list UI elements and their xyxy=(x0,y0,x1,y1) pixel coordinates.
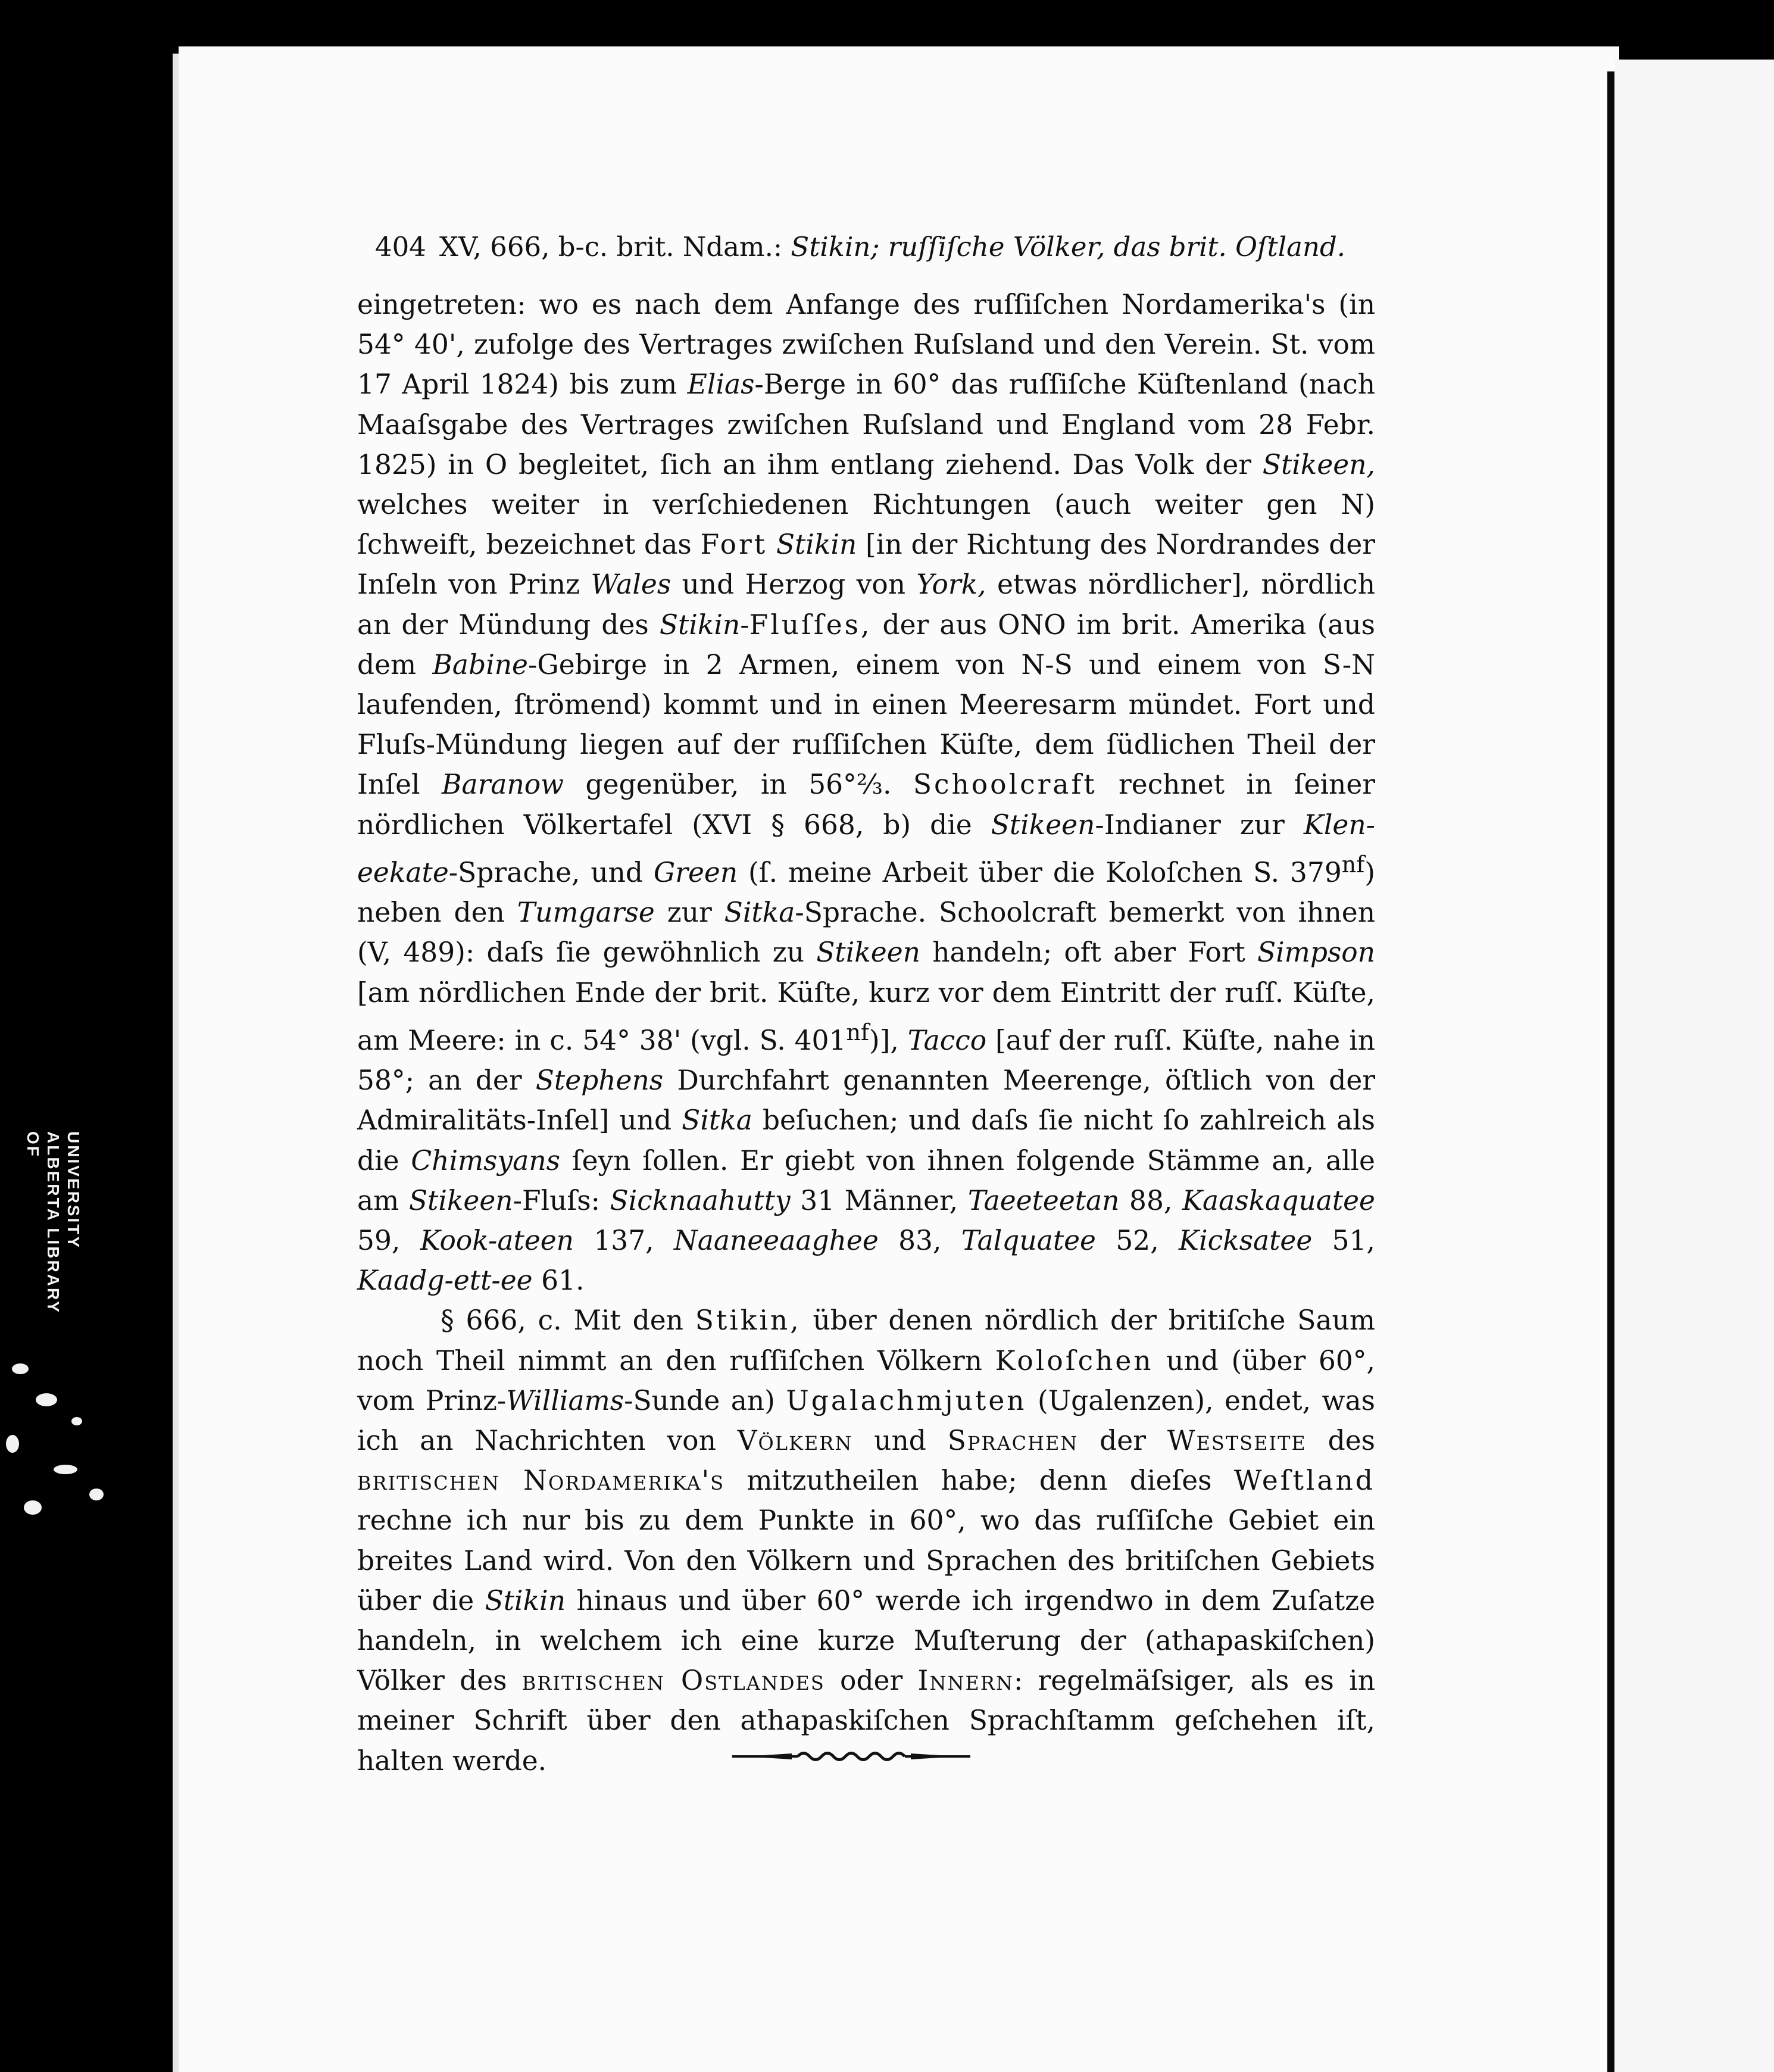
italic-name: Stikin xyxy=(776,529,857,561)
text-run: 51, xyxy=(1312,1224,1375,1256)
italic-name: Kook-ateen xyxy=(420,1224,574,1256)
text-run: rechne ich nur bis zu dem Punkte in 60°, wo das ruſſiſche Gebiet ein breites Land wird. Von den Völkern und Sprachen des britiſchen Gebiets über die xyxy=(357,1505,1375,1617)
text-run: der xyxy=(1078,1425,1167,1456)
next-page-edge xyxy=(1614,60,1774,2072)
italic-name: Stikin xyxy=(485,1584,566,1617)
text-run: gegenüber, in 56°⅔. xyxy=(564,769,913,801)
text-run: -Indianer zur xyxy=(1095,809,1304,841)
small-caps-word: Westseite xyxy=(1167,1425,1307,1456)
spaced-word: Stikin, xyxy=(695,1305,801,1337)
library-stamp xyxy=(23,1131,83,1314)
italic-name: Elias xyxy=(687,369,755,401)
italic-name: Sicknaahutty xyxy=(610,1184,791,1216)
text-run: ) neben den xyxy=(357,857,1375,929)
spaced-word: Fort xyxy=(700,529,767,561)
body-text xyxy=(357,285,1375,1781)
stamp-line-1: UNIVERSITY xyxy=(64,1131,83,1250)
text-run: der aus ONO im brit. Amerika (aus dem xyxy=(357,609,1376,681)
italic-name: Wales xyxy=(591,569,672,601)
scan-noise xyxy=(54,1465,77,1474)
text-run: 83, xyxy=(878,1224,961,1256)
italic-name: Stikin xyxy=(659,609,741,641)
scan-noise xyxy=(71,1417,82,1425)
text-run: mitzutheilen habe; denn dieſes xyxy=(724,1465,1234,1497)
italic-name: Stikeen xyxy=(408,1184,513,1216)
text-run: -Berge in 60° das ruſſiſche Küſtenland (nach Maaſsgabe des Vertrages zwiſchen Ruſsland und England vom 28 Febr. 1825) in O begleitet, ſich an ihm entlang ziehend. Das Volk der xyxy=(357,369,1376,480)
running-header xyxy=(375,231,1358,263)
text-run: eingetreten: wo es nach dem Anfange des ruſſiſchen Nordamerika's (in 54° 40', zufolge des Vertrages zwiſchen Ruſsland und den Verein. St. vom 17 April 1824) bis zum xyxy=(357,289,1375,401)
italic-name: Sitka xyxy=(682,1104,752,1137)
text-run: Durchfahrt genannten Meerenge, öſtlich von der Admiralitäts-Inſel] und xyxy=(357,1065,1375,1137)
italic-name: Williams xyxy=(506,1384,624,1416)
text-run: 52, xyxy=(1096,1224,1179,1256)
text-run: ſeyn ſollen. Er giebt von ihnen folgende Stämme an, alle am xyxy=(357,1144,1375,1216)
text-run: -Sprache, und xyxy=(448,857,654,888)
scan-noise xyxy=(24,1500,42,1515)
paragraph-2 xyxy=(357,1300,1375,1780)
text-run: -Gebirge in 2 Armen, einem von N-S und einem von S-N laufenden, ſtrömend) kommt und in einen Meeresarm mündet. Fort und Fluſs-Mündung liegen auf der ruſſiſchen Küſte, dem ſüdlichen Theil der Inſel xyxy=(357,648,1375,801)
italic-name: York, xyxy=(916,569,986,601)
italic-name: Babine xyxy=(432,648,528,681)
italic-name: Kaaskaquatee xyxy=(1182,1184,1375,1216)
italic-name: Stephens xyxy=(535,1065,664,1097)
text-run: des xyxy=(1306,1425,1375,1456)
text-run: oder xyxy=(824,1665,918,1697)
italic-name: Stikeen xyxy=(816,937,920,969)
text-run: etwas nördlicher], nördlich an der Mündung des xyxy=(357,569,1375,641)
text-run: und Herzog von xyxy=(671,569,917,601)
text-run: )], xyxy=(869,1024,908,1056)
small-caps-word: Völkern xyxy=(737,1425,853,1456)
text-run: -Sprache. Schoolcraft bemerkt von ihnen (V, 489): daſs ſie gewöhnlich zu xyxy=(357,897,1375,969)
stamp-line-3: OF xyxy=(24,1131,42,1158)
text-run: zur xyxy=(654,897,724,929)
italic-name: Tacco xyxy=(907,1024,987,1056)
text-run: und xyxy=(852,1425,948,1456)
spaced-word: Ugalachmjuten xyxy=(786,1384,1027,1416)
text-run xyxy=(767,529,776,560)
text-run: und (über 60°, vom Prinz- xyxy=(357,1344,1375,1416)
text-run: welches weiter in verſchiedenen Richtungen (auch weiter gen N) ſchweift, bezeichnet das xyxy=(357,489,1375,561)
text-run: 88, xyxy=(1119,1184,1182,1216)
text-run: [am nördlichen Ende der brit. Küſte, kurz vor dem Eintritt der ruſſ. Küſte, am Meere: in c. 54° 38' (vgl. S. 401 xyxy=(357,976,1375,1056)
italic-name: Baranow xyxy=(442,769,564,801)
scan-noise xyxy=(6,1435,19,1453)
text-run: hinaus und über 60° werde ich irgendwo in dem Zuſatze handeln, in welchem ich eine kurze Muſterung der (athapaskiſchen) Völker des xyxy=(357,1584,1375,1697)
italic-name: Sitka xyxy=(724,897,795,929)
text-run: 31 Männer, xyxy=(790,1184,968,1216)
superscript: nf xyxy=(846,1019,869,1046)
text-run: 59, xyxy=(357,1224,420,1256)
italic-name: Taeeteetan xyxy=(967,1184,1120,1216)
italic-name: Stikeen xyxy=(991,809,1095,841)
italic-name: Kicksatee xyxy=(1179,1224,1313,1256)
text-run: (Ugalenzen), endet, was ich an Nachrichten von xyxy=(357,1384,1375,1456)
page-number: 404 xyxy=(375,231,426,263)
text-run: [auf der ruſſ. Küſte, nahe in 58°; an der xyxy=(357,1024,1375,1097)
italic-name: Talquatee xyxy=(961,1224,1096,1256)
text-run: - xyxy=(740,609,749,641)
spaced-word: Koloſchen xyxy=(995,1344,1154,1377)
text-run: -Fluſs: xyxy=(513,1184,610,1216)
stamp-line-2: ALBERTA LIBRARY xyxy=(44,1131,63,1314)
small-caps-word: Sprachen xyxy=(947,1425,1079,1456)
italic-name: Naaneeaaghee xyxy=(673,1224,879,1256)
italic-name: Tumgarse xyxy=(517,897,655,929)
text-run: § 666, c. Mit den xyxy=(441,1305,695,1337)
text-run: -Sunde an) xyxy=(624,1384,786,1416)
fold-line xyxy=(1607,71,1614,2072)
text-run: 137, xyxy=(573,1224,674,1256)
spaced-word: Fluſſes, xyxy=(749,609,872,641)
italic-name: Kaadg-ett-ee xyxy=(357,1265,533,1297)
small-caps-word: britischen Ostlandes xyxy=(521,1665,825,1697)
spaced-word: Schoolcraft xyxy=(913,769,1097,801)
text-run: [in der Richtung des Nordrandes der Inſeln von Prinz xyxy=(357,529,1375,601)
scan-noise xyxy=(12,1363,29,1374)
header-title: Stikin; ruſſiſche Völker, das brit. Oſtland. xyxy=(791,231,1346,263)
italic-name: Simpson xyxy=(1257,937,1375,969)
text-run: rechnet in ſeiner nördlichen Völkertafel (XVI § 668, b) die xyxy=(357,769,1375,841)
text-run: 61. xyxy=(532,1265,585,1297)
text-run: handeln; oft aber Fort xyxy=(920,937,1257,969)
text-run: beſuchen; und daſs ſie nicht ſo zahlreich als die xyxy=(357,1104,1376,1177)
header-reference: XV, 666, b-c. brit. Ndam.: xyxy=(439,231,783,263)
italic-name: Stikeen, xyxy=(1262,448,1375,480)
scan-noise xyxy=(89,1489,104,1500)
small-caps-word: britischen Nordamerika's xyxy=(357,1465,725,1497)
text-run: : regelmäſsiger, als es in meiner Schrift über den athapaskiſchen Sprachſtamm geſchehen iſt, halten werde. xyxy=(357,1665,1375,1777)
paragraph-1 xyxy=(357,285,1375,1300)
small-caps-word: Innern xyxy=(917,1665,1014,1697)
spaced-word: Weſtland xyxy=(1233,1465,1375,1497)
ornamental-rule xyxy=(732,1748,970,1765)
text-run: über denen nördlich der britiſche Saum noch Theil nimmt an den ruſſiſchen Völkern xyxy=(357,1305,1375,1377)
text-run: (ſ. meine Arbeit über die Koloſchen S. 379 xyxy=(738,857,1342,888)
italic-name: Chimsyans xyxy=(411,1144,560,1177)
italic-name: Klen-eekate xyxy=(357,809,1375,888)
scan-noise xyxy=(36,1393,57,1406)
superscript: nf xyxy=(1341,851,1365,878)
italic-name: Green xyxy=(653,857,738,888)
